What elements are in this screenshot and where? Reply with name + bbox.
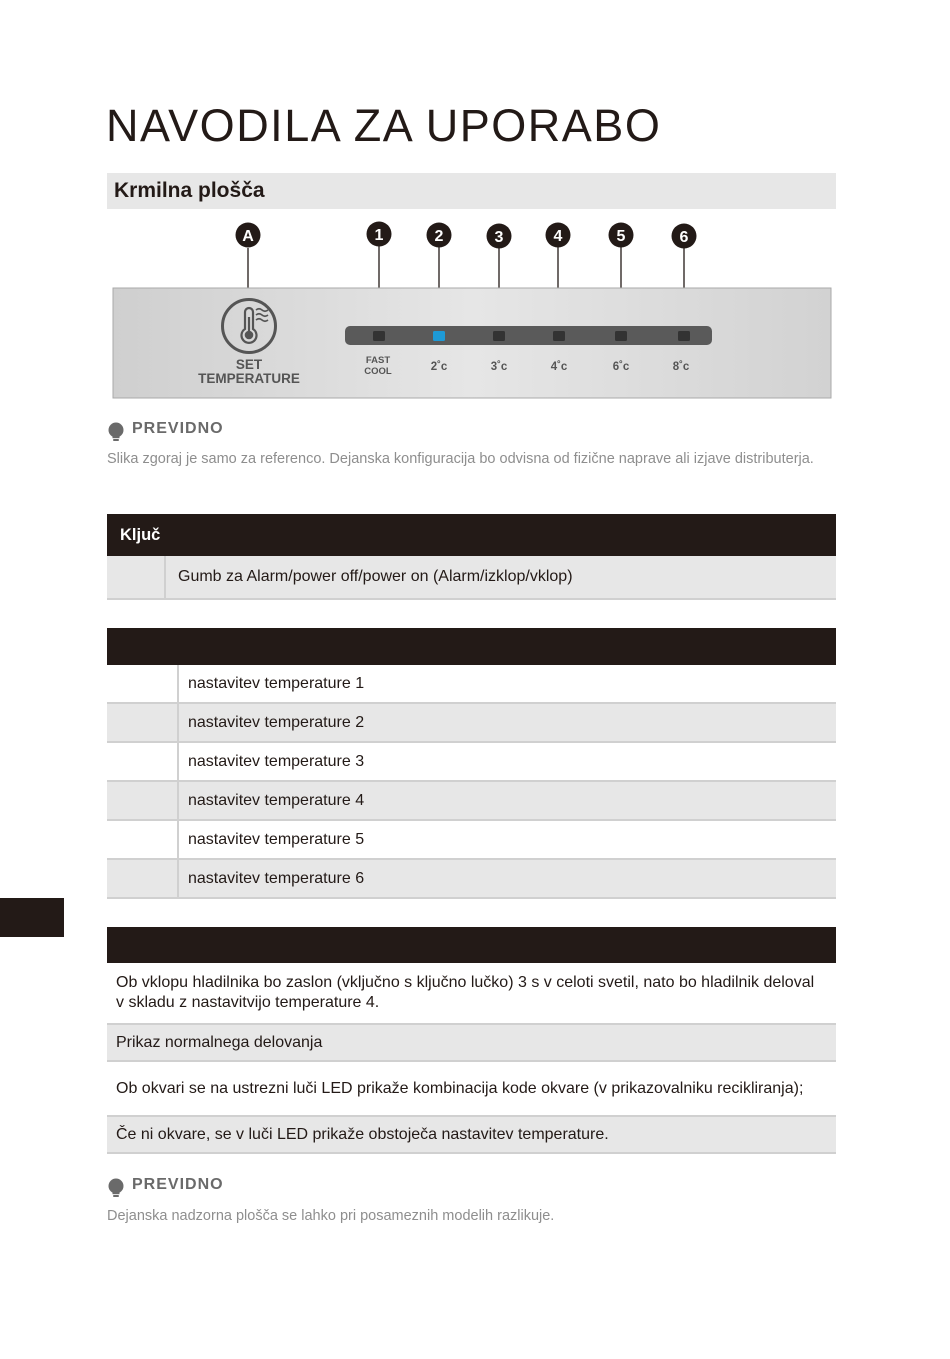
led-6c: [615, 331, 627, 341]
row-text: nastavitev temperature 1: [188, 674, 365, 692]
row-text: nastavitev temperature 5: [188, 830, 365, 848]
section-title: Krmilna plošča: [114, 179, 265, 202]
row-id: [107, 556, 166, 598]
key-table: [107, 514, 836, 600]
row-id: [107, 665, 179, 702]
row-text: nastavitev temperature 6: [188, 869, 365, 887]
label-4c: 4˚c: [550, 361, 568, 373]
table-row: Prikaz normalnega delovanja: [107, 1025, 836, 1062]
led-bar: [345, 326, 712, 345]
key-table-header: Ključ: [107, 514, 836, 556]
caution-text: Slika zgoraj je samo za referenco. Dejanska konfiguracija bo odvisna od fizične naprave ali izjave distributerja.: [107, 451, 814, 467]
page-title: NAVODILA ZA UPORABO: [106, 100, 662, 151]
table-row: [107, 704, 836, 743]
label-6c: 6˚c: [612, 361, 630, 373]
temperature-table: [107, 628, 836, 899]
table-row: [107, 743, 836, 782]
label-2c: 2˚c: [430, 361, 448, 373]
row-id: [107, 704, 179, 741]
callout-2: [427, 223, 452, 248]
led-fast-cool: [373, 331, 385, 341]
table-row: Ob vklopu hladilnika bo zaslon (vključno s ključno lučko) 3 s v celoti svetil, nato bo hladilnik deloval v skladu z nastavitvijo temperature 4.: [107, 963, 836, 1025]
callout-1: [367, 222, 392, 247]
callout-a: [236, 223, 261, 248]
led-3c: [493, 331, 505, 341]
table-row: Če ni okvare, se v luči LED prikaže obstoječa nastavitev temperature.: [107, 1117, 836, 1154]
svg-text:3: 3: [494, 229, 504, 246]
temperature-table-header: [107, 628, 836, 665]
label-3c: 3˚c: [490, 361, 508, 373]
caution-label: PREVIDNO: [132, 1176, 224, 1193]
display-table-header: [107, 927, 836, 963]
section-header: [107, 173, 836, 209]
row-text: nastavitev temperature 4: [188, 791, 365, 809]
led-4c: [553, 331, 565, 341]
svg-text:6: 6: [679, 229, 689, 246]
table-row: [107, 665, 836, 704]
svg-text:A: A: [242, 228, 254, 245]
fast-label: FAST: [365, 355, 391, 366]
row-id: [107, 821, 179, 858]
lightbulb-icon: [107, 422, 125, 442]
row-text: Gumb za Alarm/power off/power on (Alarm/izklop/vklop): [178, 568, 573, 585]
row-text: nastavitev temperature 2: [188, 713, 365, 731]
row-id: [107, 860, 179, 897]
svg-text:2: 2: [434, 228, 444, 245]
svg-text:4: 4: [553, 228, 563, 245]
led-8c: [678, 331, 690, 341]
temperature-label: TEMPERATURE: [198, 371, 300, 386]
table-row: Ob okvari se na ustrezni luči LED prikaže kombinacija kode okvare (v prikazovalniku recikliranja);: [107, 1062, 836, 1117]
row-id: [107, 782, 179, 819]
set-label: SET: [235, 357, 263, 372]
table-row: [107, 782, 836, 821]
caution-label: PREVIDNO: [132, 420, 224, 437]
svg-text:1: 1: [374, 227, 384, 244]
display-table: [107, 927, 836, 1154]
caution-text: Dejanska nadzorna plošča se lahko pri posameznih modelih razlikuje.: [107, 1208, 555, 1224]
row-text: nastavitev temperature 3: [188, 752, 365, 770]
control-panel-diagram: [107, 218, 836, 404]
table-row: [107, 821, 836, 860]
cool-label: COOL: [364, 366, 392, 377]
callout-5: [609, 223, 634, 248]
svg-text:5: 5: [616, 228, 626, 245]
led-2c: [433, 331, 445, 341]
lightbulb-icon: [107, 1178, 125, 1198]
side-page-tab: [0, 898, 64, 937]
callout-4: [546, 223, 571, 248]
table-row: [107, 860, 836, 899]
row-id: [107, 743, 179, 780]
label-8c: 8˚c: [672, 361, 690, 373]
callout-6: [672, 224, 697, 249]
callout-3: [487, 224, 512, 249]
table-row: [107, 556, 836, 600]
